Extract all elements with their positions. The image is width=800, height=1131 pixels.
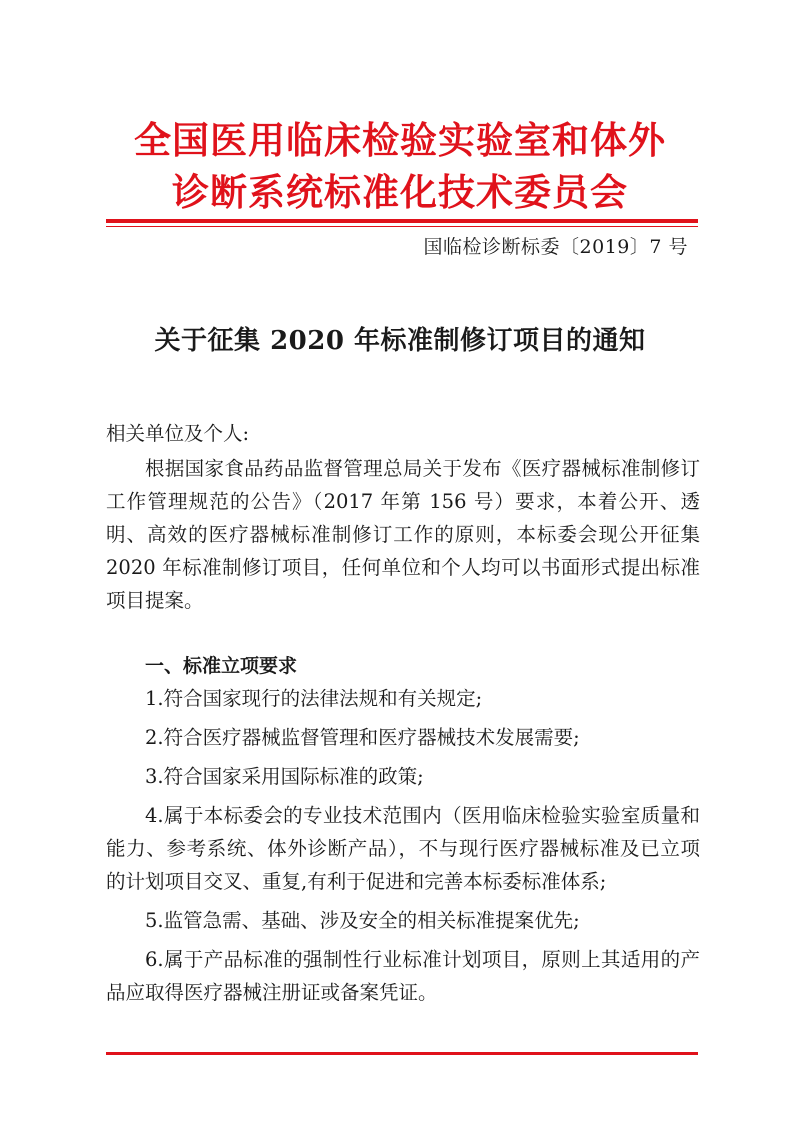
document-number: 国临检诊断标委〔2019〕7 号 <box>423 236 688 258</box>
header-red-rule-thick <box>106 219 698 223</box>
header-red-rule-thin <box>106 226 698 227</box>
requirement-item: 6.属于产品标准的强制性行业标准计划项目，原则上其适用的产品应取得医疗器械注册证或备案凭证。 <box>106 948 700 1004</box>
requirement-item: 1.符合国家现行的法律法规和有关规定; <box>145 687 483 710</box>
requirement-item: 4.属于本标委会的专业技术范围内（医用临床检验实验室质量和能力、参考系统、体外诊断产品），不与现行医疗器械标准及已立项的计划项目交叉、重复,有利于促进和完善本标委标准体系; <box>106 804 700 893</box>
intro-paragraph: 根据国家食品药品监督管理总局关于发布《医疗器械标准制修订工作管理规范的公告》（2017 年第 156 号）要求，本着公开、透明、高效的医疗器械标准制修订工作的原则，本标委会现公开征集 2020 年标准制修订项目，任何单位和个人均可以书面形式提出标准项目提案。 <box>106 457 700 612</box>
issuer-name-line-1: 全国医用临床检验实验室和体外 <box>134 119 666 162</box>
requirement-item: 3.符合国家采用国际标准的政策; <box>145 765 424 788</box>
salutation: 相关单位及个人: <box>106 422 250 445</box>
issuer-name-line-2: 诊断系统标准化技术委员会 <box>172 171 628 214</box>
footer-red-rule <box>106 1052 698 1055</box>
section-heading-requirements: 一、标准立项要求 <box>145 655 298 677</box>
requirement-item: 2.符合医疗器械监督管理和医疗器械技术发展需要; <box>145 726 580 749</box>
requirements-list <box>106 682 700 1015</box>
notice-title: 关于征集 2020 年标准制修订项目的通知 <box>154 326 646 356</box>
requirement-item: 5.监管急需、基础、涉及安全的相关标准提案优先; <box>145 909 580 932</box>
